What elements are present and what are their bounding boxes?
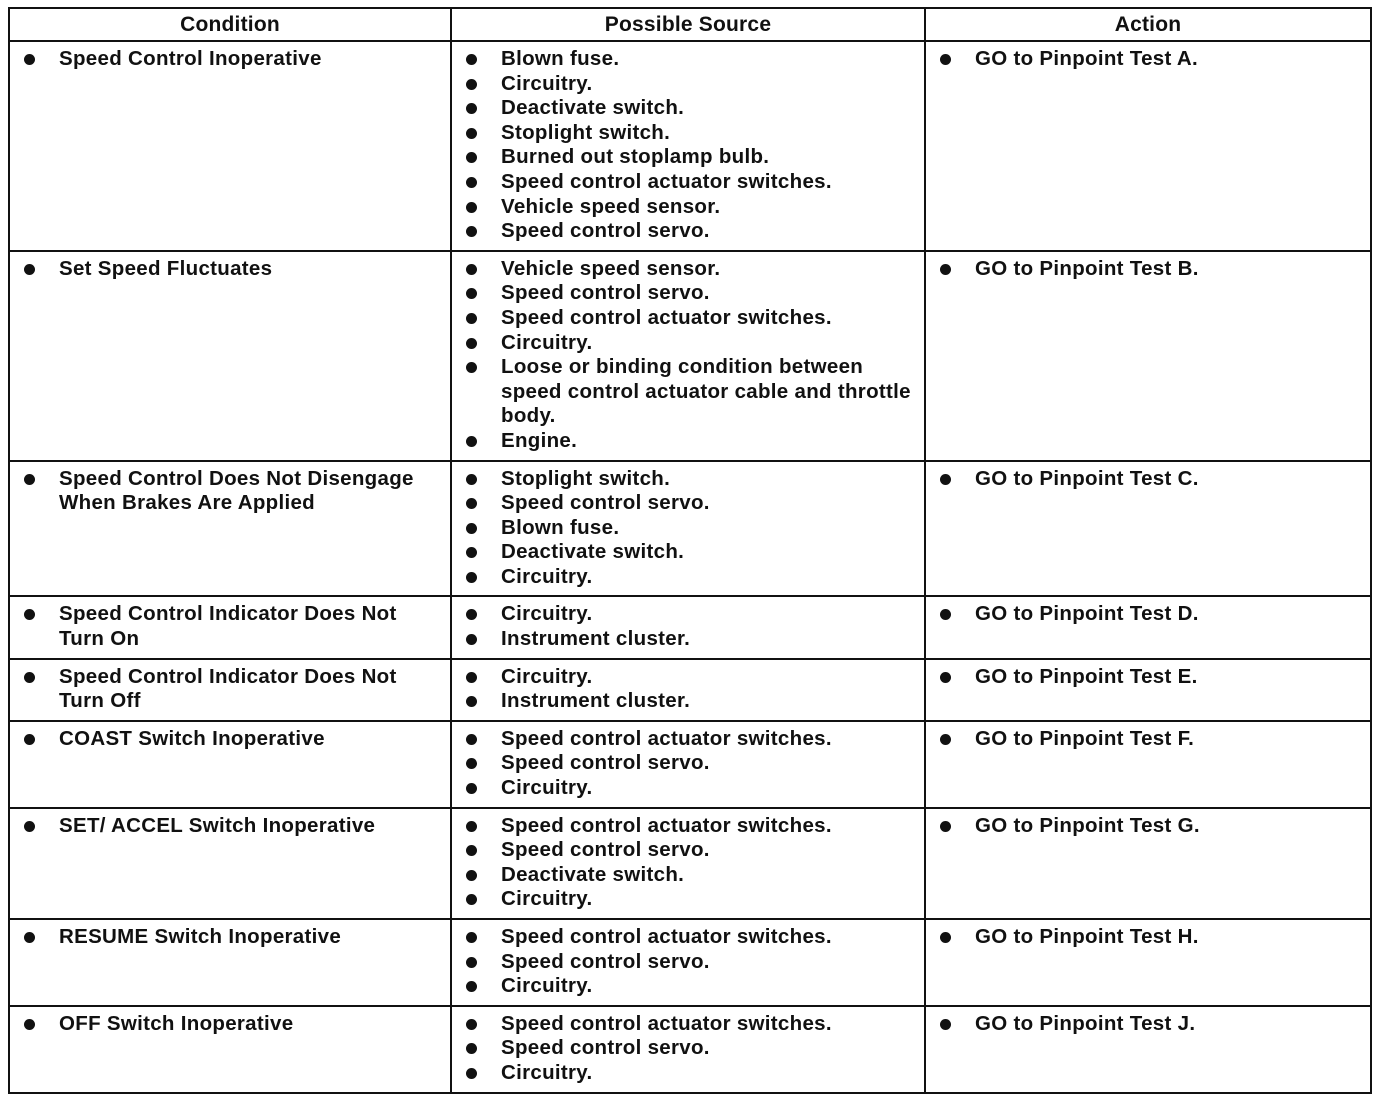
condition-item xyxy=(10,467,442,516)
bullet-icon xyxy=(940,609,951,620)
condition-cell xyxy=(9,251,451,461)
source-item xyxy=(452,306,916,331)
source-item-text: Circuitry. xyxy=(501,887,593,911)
bullet-icon xyxy=(24,734,35,745)
source-item-text: Blown fuse. xyxy=(501,47,620,70)
header-condition: Condition xyxy=(9,8,451,41)
bullet-list xyxy=(452,597,924,657)
source-item-text: Burned out stoplamp bulb. xyxy=(501,145,770,169)
condition-item-text: SET/ ACCEL Switch Inoperative xyxy=(59,813,376,837)
bullet-icon xyxy=(466,202,477,213)
source-item xyxy=(452,887,916,912)
source-item-text: Speed control actuator switches. xyxy=(501,925,832,948)
table-row xyxy=(9,721,1371,808)
bullet-icon xyxy=(466,54,477,65)
bullet-icon xyxy=(466,288,477,299)
bullet-list xyxy=(926,462,1370,498)
source-item xyxy=(452,355,916,429)
action-item-text: GO to Pinpoint Test G. xyxy=(975,813,1200,837)
source-item-text: Speed control servo. xyxy=(501,491,710,515)
bullet-icon xyxy=(466,103,477,114)
possible-source-cell xyxy=(451,919,925,1006)
possible-source-cell xyxy=(451,1006,925,1093)
source-item-text: Vehicle speed sensor. xyxy=(501,256,721,280)
condition-item-text: OFF Switch Inoperative xyxy=(59,1011,294,1035)
bullet-list xyxy=(452,252,924,460)
bullet-icon xyxy=(940,264,951,275)
action-item xyxy=(926,727,1362,752)
source-item xyxy=(452,665,916,690)
action-item-text: GO to Pinpoint Test E. xyxy=(975,664,1198,688)
bullet-icon xyxy=(466,845,477,856)
bullet-icon xyxy=(466,758,477,769)
bullet-icon xyxy=(940,54,951,65)
condition-item xyxy=(10,257,442,282)
bullet-icon xyxy=(466,672,477,683)
source-item xyxy=(452,1012,916,1037)
source-item xyxy=(452,974,916,999)
condition-cell xyxy=(9,1006,451,1093)
action-cell xyxy=(925,596,1371,658)
table-body xyxy=(9,41,1371,1093)
source-item-text: Speed control servo. xyxy=(501,949,710,973)
bullet-icon xyxy=(466,498,477,509)
bullet-list xyxy=(926,660,1370,696)
bullet-icon xyxy=(466,1019,477,1030)
source-item xyxy=(452,195,916,220)
source-item-text: Speed control servo. xyxy=(501,281,710,305)
condition-cell xyxy=(9,461,451,597)
action-item-text: GO to Pinpoint Test C. xyxy=(975,466,1199,490)
bullet-icon xyxy=(466,436,477,447)
source-item-text: Circuitry. xyxy=(501,564,593,588)
bullet-list xyxy=(10,809,450,845)
source-item-text: Instrument cluster. xyxy=(501,689,691,713)
condition-item xyxy=(10,602,442,651)
condition-item-text: Speed Control Does Not Disengage When Brakes Are Applied xyxy=(59,466,414,515)
bullet-icon xyxy=(466,696,477,707)
source-item xyxy=(452,467,916,492)
bullet-icon xyxy=(466,226,477,237)
source-item-text: Circuitry. xyxy=(501,1060,593,1084)
bullet-icon xyxy=(24,932,35,943)
condition-item xyxy=(10,665,442,714)
bullet-icon xyxy=(466,957,477,968)
bullet-icon xyxy=(466,152,477,163)
bullet-list xyxy=(10,722,450,758)
bullet-list xyxy=(926,252,1370,288)
table-row xyxy=(9,659,1371,721)
bullet-list xyxy=(452,42,924,250)
condition-cell xyxy=(9,41,451,251)
bullet-icon xyxy=(24,609,35,620)
condition-cell xyxy=(9,721,451,808)
source-item-text: Instrument cluster. xyxy=(501,627,691,651)
possible-source-cell xyxy=(451,808,925,919)
source-item xyxy=(452,751,916,776)
condition-item xyxy=(10,727,442,752)
table-row xyxy=(9,596,1371,658)
source-item xyxy=(452,727,916,752)
source-item xyxy=(452,429,916,454)
source-item-text: Stoplight switch. xyxy=(501,466,671,490)
action-item-text: GO to Pinpoint Test H. xyxy=(975,925,1199,948)
bullet-icon xyxy=(466,523,477,534)
bullet-list xyxy=(926,1007,1370,1043)
table-row xyxy=(9,461,1371,597)
condition-item-text: Set Speed Fluctuates xyxy=(59,256,273,280)
condition-item-text: COAST Switch Inoperative xyxy=(59,726,325,750)
source-item-text: Circuitry. xyxy=(501,71,593,95)
bullet-icon xyxy=(940,672,951,683)
action-cell xyxy=(925,659,1371,721)
bullet-list xyxy=(452,722,924,807)
source-item xyxy=(452,1036,916,1061)
source-item-text: Engine. xyxy=(501,428,578,452)
source-item xyxy=(452,950,916,975)
bullet-icon xyxy=(466,128,477,139)
source-item xyxy=(452,170,916,195)
source-item-text: Vehicle speed sensor. xyxy=(501,194,721,218)
condition-item-text: Speed Control Indicator Does Not Turn Off xyxy=(59,664,397,713)
bullet-icon xyxy=(24,264,35,275)
source-item-text: Speed control servo. xyxy=(501,838,710,862)
source-item xyxy=(452,602,916,627)
source-item xyxy=(452,121,916,146)
bullet-list xyxy=(452,660,924,720)
bullet-icon xyxy=(466,362,477,373)
bullet-icon xyxy=(466,894,477,905)
bullet-icon xyxy=(466,783,477,794)
bullet-icon xyxy=(24,672,35,683)
bullet-list xyxy=(926,42,1370,78)
source-item xyxy=(452,689,916,714)
source-item-text: Circuitry. xyxy=(501,602,593,626)
condition-cell xyxy=(9,919,451,1006)
action-item xyxy=(926,1012,1362,1037)
bullet-list xyxy=(10,42,450,78)
table-row xyxy=(9,41,1371,251)
condition-item-text: RESUME Switch Inoperative xyxy=(59,925,342,948)
bullet-icon xyxy=(466,177,477,188)
bullet-list xyxy=(452,809,924,918)
condition-item-text: Speed Control Indicator Does Not Turn On xyxy=(59,602,397,651)
action-item-text: GO to Pinpoint Test B. xyxy=(975,256,1199,280)
bullet-list xyxy=(926,809,1370,845)
possible-source-cell xyxy=(451,659,925,721)
bullet-icon xyxy=(466,474,477,485)
action-item-text: GO to Pinpoint Test J. xyxy=(975,1011,1196,1035)
possible-source-cell xyxy=(451,461,925,597)
source-item xyxy=(452,491,916,516)
condition-item-text: Speed Control Inoperative xyxy=(59,47,322,70)
action-item xyxy=(926,665,1362,690)
source-item xyxy=(452,47,916,72)
bullet-list xyxy=(10,252,450,288)
action-cell xyxy=(925,808,1371,919)
source-item-text: Circuitry. xyxy=(501,664,593,688)
source-item-text: Speed control actuator switches. xyxy=(501,1011,832,1035)
possible-source-cell xyxy=(451,721,925,808)
source-item-text: Stoplight switch. xyxy=(501,120,671,144)
bullet-icon xyxy=(466,870,477,881)
condition-cell xyxy=(9,596,451,658)
action-cell xyxy=(925,1006,1371,1093)
bullet-icon xyxy=(940,1019,951,1030)
source-item-text: Speed control actuator switches. xyxy=(501,305,832,329)
table-row xyxy=(9,808,1371,919)
source-item-text: Deactivate switch. xyxy=(501,862,685,886)
source-item xyxy=(452,925,916,950)
source-item xyxy=(452,281,916,306)
table-header xyxy=(9,8,1371,41)
bullet-icon xyxy=(24,1019,35,1030)
action-item-text: GO to Pinpoint Test F. xyxy=(975,726,1195,750)
condition-item xyxy=(10,925,442,950)
bullet-icon xyxy=(466,932,477,943)
source-item xyxy=(452,776,916,801)
source-item xyxy=(452,863,916,888)
action-item xyxy=(926,925,1362,950)
source-item xyxy=(452,838,916,863)
source-item-text: Speed control actuator switches. xyxy=(501,813,832,837)
source-item-text: Speed control servo. xyxy=(501,751,710,775)
bullet-icon xyxy=(466,609,477,620)
condition-item xyxy=(10,47,442,72)
bullet-icon xyxy=(466,572,477,583)
source-item-text: Deactivate switch. xyxy=(501,540,685,564)
source-item xyxy=(452,814,916,839)
bullet-icon xyxy=(466,264,477,275)
bullet-icon xyxy=(466,547,477,558)
bullet-list xyxy=(926,722,1370,758)
bullet-icon xyxy=(466,313,477,324)
bullet-icon xyxy=(466,981,477,992)
table-row xyxy=(9,251,1371,461)
bullet-icon xyxy=(466,1043,477,1054)
bullet-icon xyxy=(24,821,35,832)
source-item-text: Speed control servo. xyxy=(501,1036,710,1060)
action-item xyxy=(926,467,1362,492)
bullet-list xyxy=(10,597,450,657)
bullet-list xyxy=(10,660,450,720)
source-item xyxy=(452,96,916,121)
source-item xyxy=(452,257,916,282)
action-item xyxy=(926,257,1362,282)
bullet-icon xyxy=(466,1068,477,1079)
condition-cell xyxy=(9,659,451,721)
header-possible-source: Possible Source xyxy=(451,8,925,41)
source-item xyxy=(452,516,916,541)
source-item-text: Speed control servo. xyxy=(501,219,710,243)
possible-source-cell xyxy=(451,596,925,658)
header-row xyxy=(9,8,1371,41)
action-item-text: GO to Pinpoint Test D. xyxy=(975,602,1199,626)
bullet-icon xyxy=(940,474,951,485)
bullet-list xyxy=(926,597,1370,633)
bullet-icon xyxy=(466,338,477,349)
action-cell xyxy=(925,251,1371,461)
diagnosis-table xyxy=(8,7,1372,1094)
source-item-text: Circuitry. xyxy=(501,330,593,354)
bullet-icon xyxy=(940,932,951,943)
bullet-icon xyxy=(940,734,951,745)
bullet-list xyxy=(10,920,450,956)
action-cell xyxy=(925,461,1371,597)
source-item-text: Loose or binding condition between speed control actuator cable and throttle body. xyxy=(501,355,911,428)
bullet-icon xyxy=(24,54,35,65)
action-item-text: GO to Pinpoint Test A. xyxy=(975,47,1198,70)
source-item xyxy=(452,72,916,97)
source-item xyxy=(452,219,916,244)
source-item xyxy=(452,540,916,565)
bullet-list xyxy=(452,920,924,1005)
possible-source-cell xyxy=(451,251,925,461)
bullet-list xyxy=(926,920,1370,956)
bullet-list xyxy=(10,462,450,522)
action-cell xyxy=(925,919,1371,1006)
source-item xyxy=(452,331,916,356)
source-item xyxy=(452,627,916,652)
source-item-text: Speed control actuator switches. xyxy=(501,169,832,193)
possible-source-cell xyxy=(451,41,925,251)
bullet-icon xyxy=(24,474,35,485)
condition-item xyxy=(10,1012,442,1037)
source-item-text: Deactivate switch. xyxy=(501,96,685,120)
header-action: Action xyxy=(925,8,1371,41)
action-cell xyxy=(925,721,1371,808)
bullet-list xyxy=(452,1007,924,1092)
bullet-icon xyxy=(466,79,477,90)
action-item xyxy=(926,602,1362,627)
source-item xyxy=(452,565,916,590)
action-item xyxy=(926,814,1362,839)
source-item-text: Circuitry. xyxy=(501,974,593,998)
bullet-list xyxy=(10,1007,450,1043)
table-row xyxy=(9,1006,1371,1093)
bullet-icon xyxy=(466,634,477,645)
condition-item xyxy=(10,814,442,839)
action-item xyxy=(926,47,1362,72)
condition-cell xyxy=(9,808,451,919)
source-item-text: Blown fuse. xyxy=(501,515,620,539)
table-row xyxy=(9,919,1371,1006)
source-item-text: Circuitry. xyxy=(501,776,593,800)
bullet-icon xyxy=(466,821,477,832)
action-cell xyxy=(925,41,1371,251)
source-item xyxy=(452,145,916,170)
bullet-icon xyxy=(466,734,477,745)
bullet-list xyxy=(452,462,924,596)
source-item-text: Speed control actuator switches. xyxy=(501,726,832,750)
bullet-icon xyxy=(940,821,951,832)
